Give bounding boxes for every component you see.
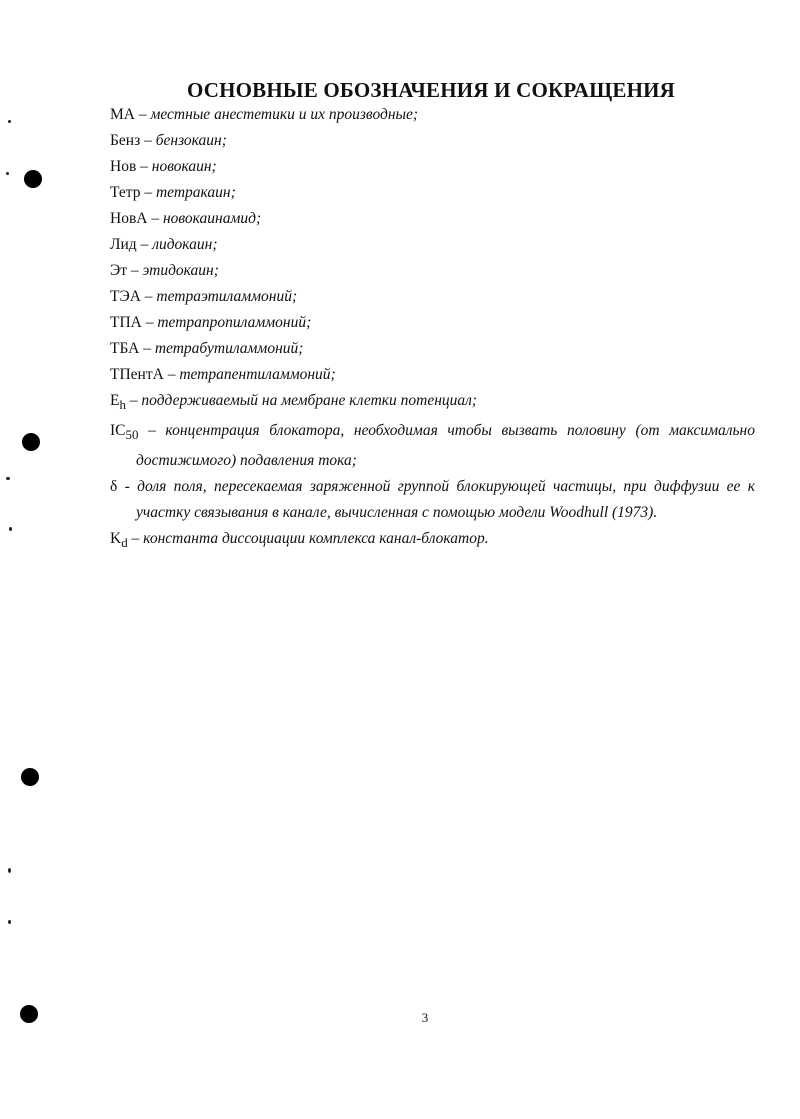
abbr-separator: – — [140, 184, 156, 201]
list-item — [110, 336, 755, 362]
list-item — [110, 206, 755, 232]
punch-hole-1 — [24, 170, 42, 188]
punch-hole-4 — [20, 1005, 38, 1023]
abbr-definition: доля поля, пересекаемая заряженной группой блокирующей частицы, при диффузии ее к участку связывания в канале, вычисленная с помощью модели Woodhull (1973). — [136, 478, 756, 522]
abbr-definition: тетрабутиламмоний; — [154, 340, 304, 357]
list-item — [110, 362, 755, 388]
abbr-term-subscript: d — [121, 535, 128, 551]
abbr-definition: местные анестетики и их производные; — [150, 106, 419, 123]
list-item — [110, 310, 755, 336]
abbr-separator: - — [117, 478, 138, 496]
scan-speck — [6, 172, 9, 175]
abbr-term: Бенз — [110, 132, 141, 149]
abbr-term — [110, 530, 128, 551]
abbr-definition: константа диссоциации комплекса канал-блокатор. — [143, 530, 489, 548]
list-item — [110, 180, 755, 206]
abbr-separator: – — [163, 366, 180, 383]
abbr-separator: – — [147, 210, 163, 227]
list-item — [110, 284, 755, 310]
abbr-term: МА — [110, 106, 135, 123]
abbr-term: δ — [110, 478, 118, 496]
abbr-definition: новокаин; — [151, 158, 217, 175]
page-title: ОСНОВНЫЕ ОБОЗНАЧЕНИЯ И СОКРАЩЕНИЯ — [186, 78, 676, 103]
abbr-separator: – — [125, 392, 142, 409]
abbr-separator: – — [136, 236, 153, 253]
list-item — [110, 474, 755, 526]
scan-speck — [8, 120, 11, 123]
abbr-definition: тетракаин; — [155, 184, 236, 201]
abbr-term: Эт — [110, 262, 128, 279]
abbr-definition: тетрапропиламмоний; — [157, 314, 312, 331]
abbr-separator: – — [136, 158, 152, 175]
abbr-term-subscript: h — [119, 397, 126, 413]
abbr-separator: – — [141, 314, 158, 331]
list-item — [110, 388, 755, 418]
abbr-definition: концентрация блокатора, необходимая чтобы вызвать половину (от максимально достижимого) подавления тока; — [136, 422, 755, 470]
abbr-term: Тетр — [110, 184, 141, 201]
abbr-separator: – — [127, 262, 143, 279]
abbr-term: Лид — [110, 236, 137, 253]
abbr-separator: – — [134, 106, 151, 123]
abbr-term — [110, 422, 139, 443]
abbr-term-main: IC — [110, 422, 126, 440]
scan-speck — [8, 868, 11, 873]
abbr-term: ТЭА — [110, 288, 141, 305]
abbr-separator: – — [139, 340, 155, 357]
abbr-term-main: K — [110, 530, 122, 548]
abbr-definition: этидокаин; — [142, 262, 219, 279]
abbr-separator: – — [140, 288, 157, 305]
abbr-term-subscript: 50 — [125, 427, 139, 443]
abbr-definition: поддерживаемый на мембране клетки потенциал; — [141, 392, 478, 409]
abbr-definition: новокаинамид; — [162, 210, 262, 227]
abbr-term — [110, 392, 126, 413]
list-item — [110, 418, 755, 474]
page-number: 3 — [421, 1010, 429, 1025]
list-item — [110, 258, 755, 284]
abbr-separator: – — [138, 422, 166, 440]
abbr-term: ТБА — [110, 340, 140, 357]
list-item — [110, 232, 755, 258]
abbr-term: ТПА — [110, 314, 142, 331]
abbr-definition: лидокаин; — [152, 236, 218, 253]
scan-speck — [6, 477, 10, 480]
list-item — [110, 154, 755, 180]
abbr-definition: бензокаин; — [155, 132, 227, 149]
abbr-term: Нов — [110, 158, 137, 175]
punch-hole-2 — [22, 433, 40, 451]
scan-speck — [9, 527, 12, 531]
abbr-term-main: E — [110, 392, 120, 409]
abbr-term: ТПентА — [110, 366, 164, 383]
list-item — [110, 526, 755, 556]
abbreviation-list — [110, 102, 755, 556]
abbr-separator: – — [140, 132, 156, 149]
punch-hole-3 — [21, 768, 39, 786]
abbr-separator: – — [127, 530, 144, 548]
abbr-definition: тетрапентиламмоний; — [179, 366, 336, 383]
abbr-term: НовА — [110, 210, 148, 227]
abbr-definition: тетраэтиламмоний; — [156, 288, 298, 305]
scan-speck — [8, 920, 11, 924]
list-item — [110, 128, 755, 154]
list-item — [110, 102, 755, 128]
